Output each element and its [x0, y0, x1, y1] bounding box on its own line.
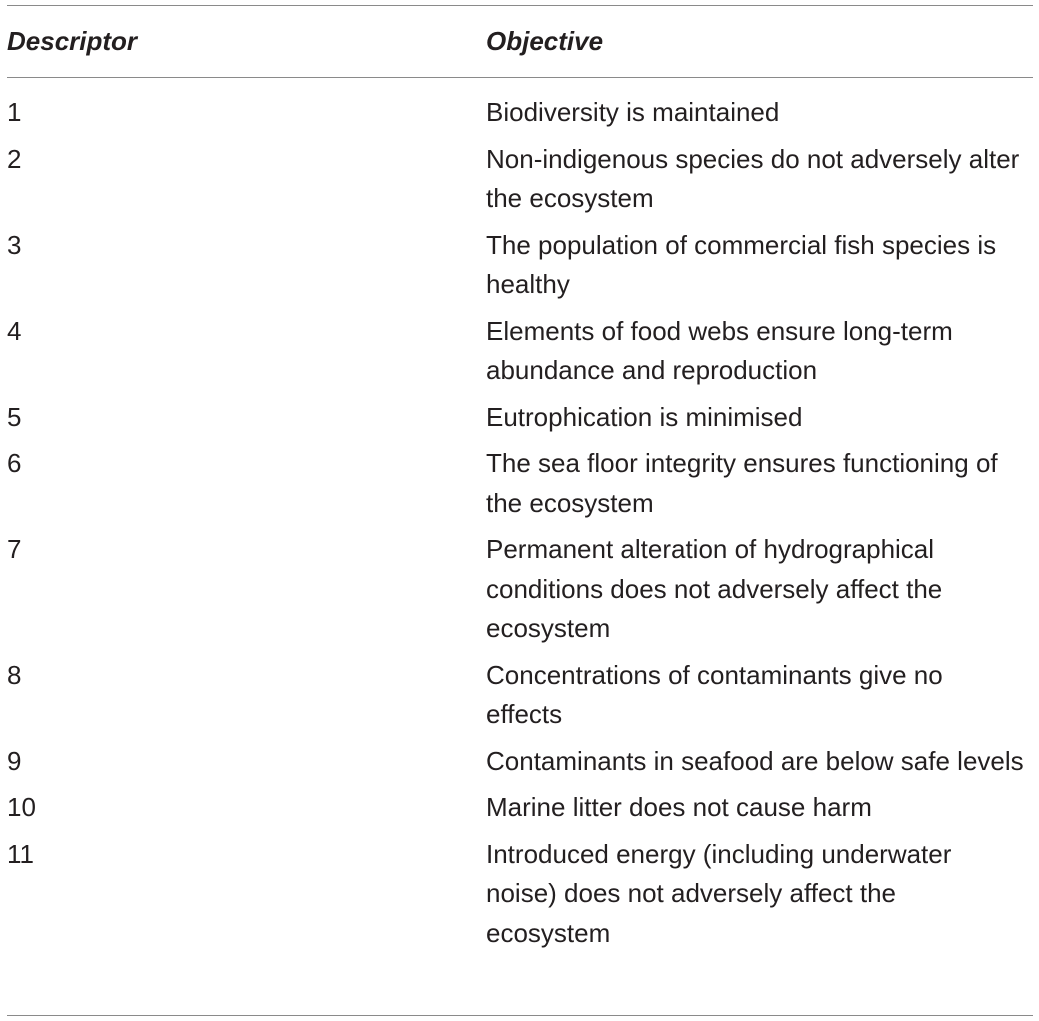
descriptor-cell: 2: [7, 143, 22, 174]
header-objective: Objective: [486, 26, 604, 56]
objective-cell: The population of commercial fish species is healthy: [486, 229, 997, 299]
table-row: [0, 835, 1039, 954]
table-row: [0, 226, 1039, 305]
table-row: [0, 312, 1039, 391]
objective-cell: Permanent alteration of hydrographical conditions does not adversely affect the ecosystem: [486, 534, 943, 643]
objective-cell: Introduced energy (including underwater noise) does not adversely affect the ecosystem: [486, 838, 952, 948]
descriptor-cell: 5: [7, 401, 22, 432]
objective-cell: Elements of food webs ensure long-term abundance and reproduction: [486, 315, 953, 385]
table-row: [0, 140, 1039, 219]
objective-cell: Marine litter does not cause harm: [486, 792, 872, 822]
descriptor-cell: 9: [7, 745, 22, 776]
header-rule: [7, 77, 1033, 78]
table-row: [0, 656, 1039, 735]
objective-cell: Non-indigenous species do not adversely alter the ecosystem: [486, 143, 1020, 213]
bottom-rule: [7, 1015, 1033, 1016]
objective-cell: Contaminants in seafood are below safe levels: [486, 745, 1024, 776]
table-row: [0, 93, 1039, 133]
table-row: [0, 742, 1039, 782]
header-descriptor: Descriptor: [7, 26, 138, 56]
table-row: [0, 444, 1039, 523]
descriptor-cell: 7: [7, 534, 22, 564]
table-row: [0, 398, 1039, 438]
descriptor-cell: 8: [7, 659, 22, 690]
descriptor-cell: 3: [7, 229, 22, 260]
descriptor-cell: 11: [7, 838, 34, 869]
objective-cell: The sea floor integrity ensures functioning of the ecosystem: [486, 448, 998, 518]
objective-cell: Concentrations of contaminants give no effects: [486, 659, 943, 729]
descriptor-cell: 10: [7, 792, 36, 822]
table-row: [0, 530, 1039, 649]
objective-cell: Eutrophication is minimised: [486, 401, 803, 432]
objective-cell: Biodiversity is maintained: [486, 97, 780, 127]
descriptor-cell: 6: [7, 448, 22, 478]
table-header-row: [0, 26, 1039, 60]
descriptor-cell: 4: [7, 315, 22, 346]
table-body: [0, 93, 1039, 953]
top-rule: [7, 5, 1033, 6]
table-row: [0, 788, 1039, 828]
descriptor-cell: 1: [7, 97, 22, 127]
